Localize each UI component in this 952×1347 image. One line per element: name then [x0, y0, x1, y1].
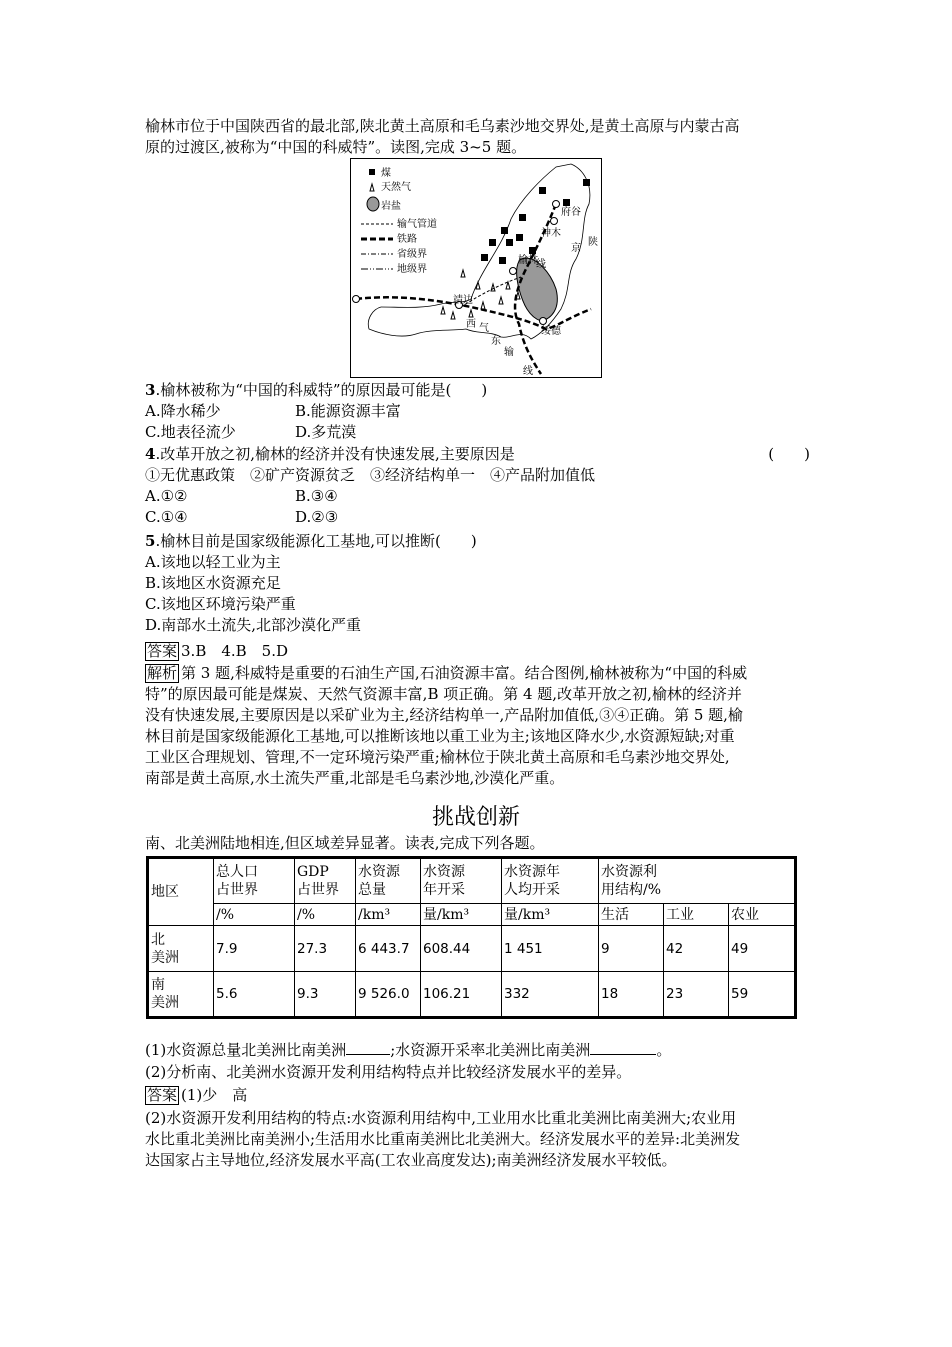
- option-b[interactable]: B.该地区水资源充足: [145, 574, 281, 592]
- city-marker-suide: [540, 318, 547, 325]
- legend-salt: 岩盐: [381, 201, 401, 212]
- legend-pipeline: 输气管道: [397, 219, 437, 230]
- cell-life: 18: [599, 972, 664, 1018]
- option-a[interactable]: A.降水稀少: [145, 402, 221, 420]
- cell-exploit: 608.44: [421, 926, 502, 972]
- header-pop-unit: /%: [214, 904, 295, 926]
- label-jing: 京: [571, 243, 581, 254]
- label-xi: 西: [466, 319, 476, 330]
- analysis-tag: 解析: [147, 664, 178, 682]
- option-d[interactable]: D.②③: [295, 508, 339, 526]
- cell-agriculture: 59: [729, 972, 796, 1018]
- cell-pop: 7.9: [214, 926, 295, 972]
- label-shen: 陕: [588, 237, 598, 248]
- fill-blank-2[interactable]: [590, 1040, 656, 1055]
- header-water-unit: /km³: [356, 904, 421, 926]
- fill-blank-1[interactable]: [346, 1040, 390, 1055]
- header-life: 生活: [599, 904, 664, 926]
- answer-text: (1)少 高: [181, 1086, 248, 1104]
- option-c[interactable]: C.①④: [145, 508, 188, 526]
- cell-percap: 332: [502, 972, 599, 1018]
- analysis-line: 工业区合理规划、管理,不一定环境污染严重;榆林位于陕北黄土高原和毛乌素沙地交界处,: [145, 748, 730, 766]
- legend-prefecture-boundary: 地级界: [397, 264, 427, 275]
- answer-block: [145, 641, 810, 662]
- table-row: [148, 972, 796, 1018]
- answer-line: 水比重北美洲比南美洲小;生活用水比重南美洲比北美洲大。经济发展水平的差异:北美洲发: [145, 1130, 741, 1148]
- answer-tag: 答案: [147, 642, 178, 660]
- label-qi: 气: [479, 323, 489, 334]
- cell-region: 北 美洲: [148, 926, 214, 972]
- label-suide: 绥德: [541, 326, 561, 337]
- analysis-line: 没有快速发展,主要原因是以采矿业为主,经济结构单一,产品附加值低,③④正确。第 5 题,榆: [145, 706, 743, 724]
- header-use-structure: 水资源利 用结构/%: [599, 858, 796, 904]
- cell-industry: 42: [664, 926, 729, 972]
- water-resource-table: [146, 856, 797, 1019]
- section-title: 挑战创新: [431, 805, 520, 830]
- header-industry: 工业: [664, 904, 729, 926]
- intro-paragraph: [145, 116, 810, 158]
- city-marker-shenmu: [551, 218, 558, 225]
- analysis-line: 第 3 题,科威特是重要的石油生产国,石油资源丰富。结合图例,榆林被称为“中国的科威: [181, 664, 748, 682]
- option-b[interactable]: B.能源资源丰富: [295, 402, 401, 420]
- city-marker-yulin: [510, 268, 517, 275]
- question-5: [145, 531, 810, 636]
- city-marker-fugu: [553, 201, 560, 208]
- legend-gas: 天然气: [381, 182, 411, 193]
- legend-province-boundary: 省级界: [397, 249, 427, 260]
- sub-question-2: (2)分析南、北美洲水资源开发利用结构特点并比较经济发展水平的差异。: [145, 1063, 632, 1081]
- answer-line: 达国家占主导地位,经济发展水平高(工农业高度发达);南美洲经济发展水平较低。: [145, 1151, 677, 1169]
- header-water-total: 水资源 总量: [356, 858, 421, 904]
- cell-percap: 1 451: [502, 926, 599, 972]
- analysis-line: 南部是黄土高原,水土流失严重,北部是毛乌素沙地,沙漠化严重。: [145, 769, 565, 787]
- option-c[interactable]: C.该地区环境污染严重: [145, 595, 296, 613]
- label-xian2: 线: [523, 366, 533, 377]
- table-row: [148, 926, 796, 972]
- answer-tag: 答案: [147, 1086, 178, 1104]
- label-yulin: 榆林: [518, 255, 538, 266]
- option-b[interactable]: B.③④: [295, 487, 338, 505]
- section-intro: 南、北美洲陆地相连,但区域差异显著。读表,完成下列各题。: [145, 834, 545, 852]
- option-a[interactable]: A.该地以轻工业为主: [145, 553, 281, 571]
- cell-water: 9 526.0: [356, 972, 421, 1018]
- header-agriculture: 农业: [729, 904, 796, 926]
- label-jingbian: 靖边: [453, 295, 473, 306]
- header-exploit-unit: 量/km³: [421, 904, 502, 926]
- question-stem: .榆林目前是国家级能源化工基地,可以推断( ): [155, 532, 477, 550]
- legend-coal: 煤: [381, 168, 391, 179]
- map-legend: [361, 166, 437, 275]
- question-stem: .改革开放之初,榆林的经济并没有快速发展,主要原因是: [155, 445, 515, 463]
- answer-paren: ( ): [768, 445, 810, 463]
- label-fugu: 府谷: [561, 207, 581, 218]
- label-shenmu: 神木: [541, 228, 561, 239]
- legend-railway: 铁路: [397, 234, 417, 245]
- option-a[interactable]: A.①②: [145, 487, 188, 505]
- header-region: 地区: [148, 858, 214, 926]
- cell-life: 9: [599, 926, 664, 972]
- answer-block-2: [145, 1085, 810, 1106]
- question-number: 5: [145, 532, 156, 550]
- yulin-resource-map: [350, 158, 602, 378]
- analysis-line: 特”的原因最可能是煤炭、天然气资源丰富,B 项正确。第 4 题,改革开放之初,榆林的经济并: [145, 685, 742, 703]
- cell-region: 南 美洲: [148, 972, 214, 1018]
- cell-agriculture: 49: [729, 926, 796, 972]
- option-c[interactable]: C.地表径流少: [145, 423, 236, 441]
- intro-line: 原的过渡区,被称为“中国的科威特”。读图,完成 3~5 题。: [145, 138, 527, 156]
- sub-question-1: (1)水资源总量北美洲比南美洲 ;水资源开采率北美洲比南美洲 。: [145, 1041, 672, 1059]
- option-d[interactable]: D.南部水土流失,北部沙漠化严重: [145, 616, 362, 634]
- cell-pop: 5.6: [214, 972, 295, 1018]
- label-xian1: 线: [536, 259, 546, 270]
- answer-2-detail: [145, 1108, 810, 1171]
- question-stem: .榆林被称为“中国的科威特”的原因最可能是( ): [155, 381, 488, 399]
- option-d[interactable]: D.多荒漠: [295, 423, 357, 441]
- intro-line: 榆林市位于中国陕西省的最北部,陕北黄土高原和毛乌素沙地交界处,是黄土高原与内蒙古高: [145, 117, 740, 135]
- answer-text: 3.B 4.B 5.D: [181, 642, 289, 660]
- cell-exploit: 106.21: [421, 972, 502, 1018]
- cell-gdp: 9.3: [295, 972, 356, 1018]
- label-shu: 输: [504, 347, 514, 358]
- header-gdp-unit: /%: [295, 904, 356, 926]
- analysis-line: 林目前是国家级能源化工基地,可以推断该地以重工业为主;该地区降水少,水资源短缺;对重: [145, 727, 735, 745]
- header-gdp: GDP 占世界: [295, 858, 356, 904]
- header-population: 总人口 占世界: [214, 858, 295, 904]
- question-items: ①无优惠政策 ②矿产资源贫乏 ③经济结构单一 ④产品附加值低: [145, 466, 596, 484]
- answer-line: (2)水资源开发利用结构的特点:水资源利用结构中,工业用水比重北美洲比南美洲大;农业用: [145, 1109, 737, 1127]
- question-3: [145, 380, 810, 443]
- header-percap-unit: 量/km³: [502, 904, 599, 926]
- analysis-block: [145, 663, 810, 789]
- question-number: 4: [145, 445, 156, 463]
- question-4: [145, 444, 810, 528]
- cell-gdp: 27.3: [295, 926, 356, 972]
- city-marker-west: [353, 296, 360, 303]
- header-per-capita: 水资源年 人均开采: [502, 858, 599, 904]
- header-annual-exploitation: 水资源 年开采: [421, 858, 502, 904]
- question-number: 3: [145, 381, 156, 399]
- cell-water: 6 443.7: [356, 926, 421, 972]
- label-dong: 东: [491, 336, 501, 347]
- cell-industry: 23: [664, 972, 729, 1018]
